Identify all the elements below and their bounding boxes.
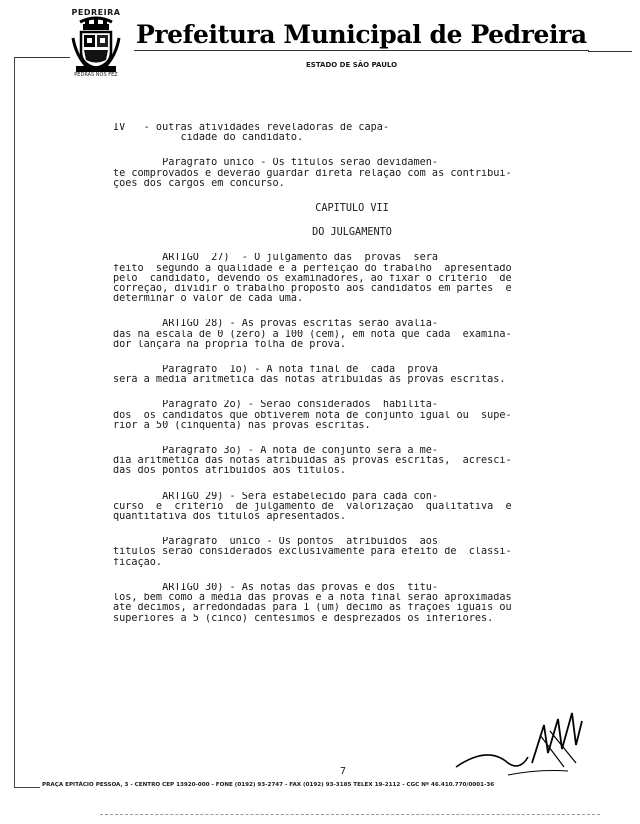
crest-top-text: PEDREIRA (71, 8, 121, 17)
text-line: curso e critério de julgamento de valorização qualitativa e (113, 501, 512, 512)
paragrafo-unico-1 (113, 158, 591, 189)
left-border-top (14, 57, 70, 58)
text-line: pelo candidato, devendo os examinadores, ao fixar o critério de (113, 273, 512, 284)
artigo-28 (113, 319, 591, 350)
text-line: das na escala de 0 (zero) a 100 (cem), em nota que cada examina- (113, 329, 512, 340)
text-line: ficação. (113, 557, 163, 568)
text-line: te comprovados e deverão guardar direta relação com as contribui- (113, 168, 512, 179)
text-line: Parágrafo 2o) - Serão considerados habilita- (113, 400, 439, 411)
scan-edge (100, 814, 600, 815)
left-border (14, 57, 15, 787)
right-border-top (588, 51, 632, 52)
text-line: Parágrafo 1o) - A nota final de cada prova (113, 365, 439, 376)
text-line: rior a 50 (cinqüenta) nas provas escritas. (113, 420, 371, 431)
text-line: ARTIGO 29) - Será estabelecido para cada con- (113, 491, 439, 502)
text-line: ARTIGO 27) - O julgamento das provas será (113, 253, 439, 264)
paragrafo-2 (113, 400, 591, 431)
text-line: superiores a 5 (cinco) centésimos e desprezados os inferiores. (113, 613, 494, 624)
text-line: determinar o valor de cada uma. (113, 294, 304, 305)
artigo-27 (113, 253, 591, 304)
artigo-29 (113, 492, 591, 523)
text-line: será a média aritmética das notas atribuídas às provas escritas. (113, 375, 506, 386)
document-body (113, 123, 591, 639)
text-line: los, bem como a média das provas e a nota final serão aproximadas (113, 593, 512, 604)
page-number: 7 (340, 766, 347, 777)
page-title: Prefeitura Municipal de Pedreira (136, 20, 587, 49)
text-line: feito segundo a qualidade e a perfeição do trabalho apresentado (113, 263, 512, 274)
state-subtitle: ESTADO DE SÃO PAULO (306, 61, 398, 69)
coat-of-arms-icon (70, 8, 122, 82)
text-line: das dos pontos atribuídos aos títulos. (113, 466, 347, 477)
item-iv (113, 123, 591, 143)
chapter-heading: CAPITULO VII (315, 203, 389, 215)
text-line: ções dos cargos em concurso. (113, 178, 285, 189)
text-line: até décimos, arredondadas para 1 (um) décimo as frações iguais ou (113, 603, 512, 614)
text-line: Parágrafo único - Os títulos serão devidamen- (113, 158, 439, 169)
text-line: ARTIGO 28) - As provas escritas serão avalia- (113, 319, 439, 330)
crest-motto: PEDRAS NOS FEZ (74, 72, 118, 78)
artigo-30 (113, 583, 591, 624)
paragrafo-unico-2 (113, 537, 591, 568)
municipal-crest (70, 8, 122, 82)
text-line: Parágrafo 3o) - A nota de conjunto será a mé- (113, 446, 439, 457)
text-line: cidade do candidato. (113, 133, 304, 144)
text-line: dos os candidatos que obtiverem nota de conjunto igual ou supe- (113, 410, 512, 421)
text-line: dor lançará na própria folha de prova. (113, 339, 347, 350)
paragrafo-1 (113, 365, 591, 385)
handwritten-signature (448, 705, 588, 780)
text-line: quantitativa dos títulos apresentados. (113, 512, 347, 523)
paragrafo-3 (113, 446, 591, 477)
text-line: títulos serão considerados exclusivamente para efeito de classi- (113, 547, 512, 558)
text-line: Parágrafo único - Os pontos atribuídos aos (113, 537, 439, 548)
text-line: ARTIGO 30) - As notas das provas e dos títu- (113, 582, 439, 593)
chapter-subtitle: DO JULGAMENTO (312, 227, 392, 239)
text-line: correção, dividir o trabalho proposto aos candidatos em partes e (113, 284, 512, 295)
text-line: dia aritmética das notas atribuídas às provas escritas, acresci- (113, 456, 512, 467)
footer-address: PRAÇA EPITÁCIO PESSOA, 3 - CENTRO CEP 13920-000 - FONE (0192) 93-2747 - FAX (0192) 93-3185 TELEX 19-2112 - CGC Nº 46.410.770/0001-36 (40, 782, 640, 788)
text-line: IV - outras atividades reveladoras de capa- (113, 123, 390, 133)
header-rule (134, 50, 589, 51)
